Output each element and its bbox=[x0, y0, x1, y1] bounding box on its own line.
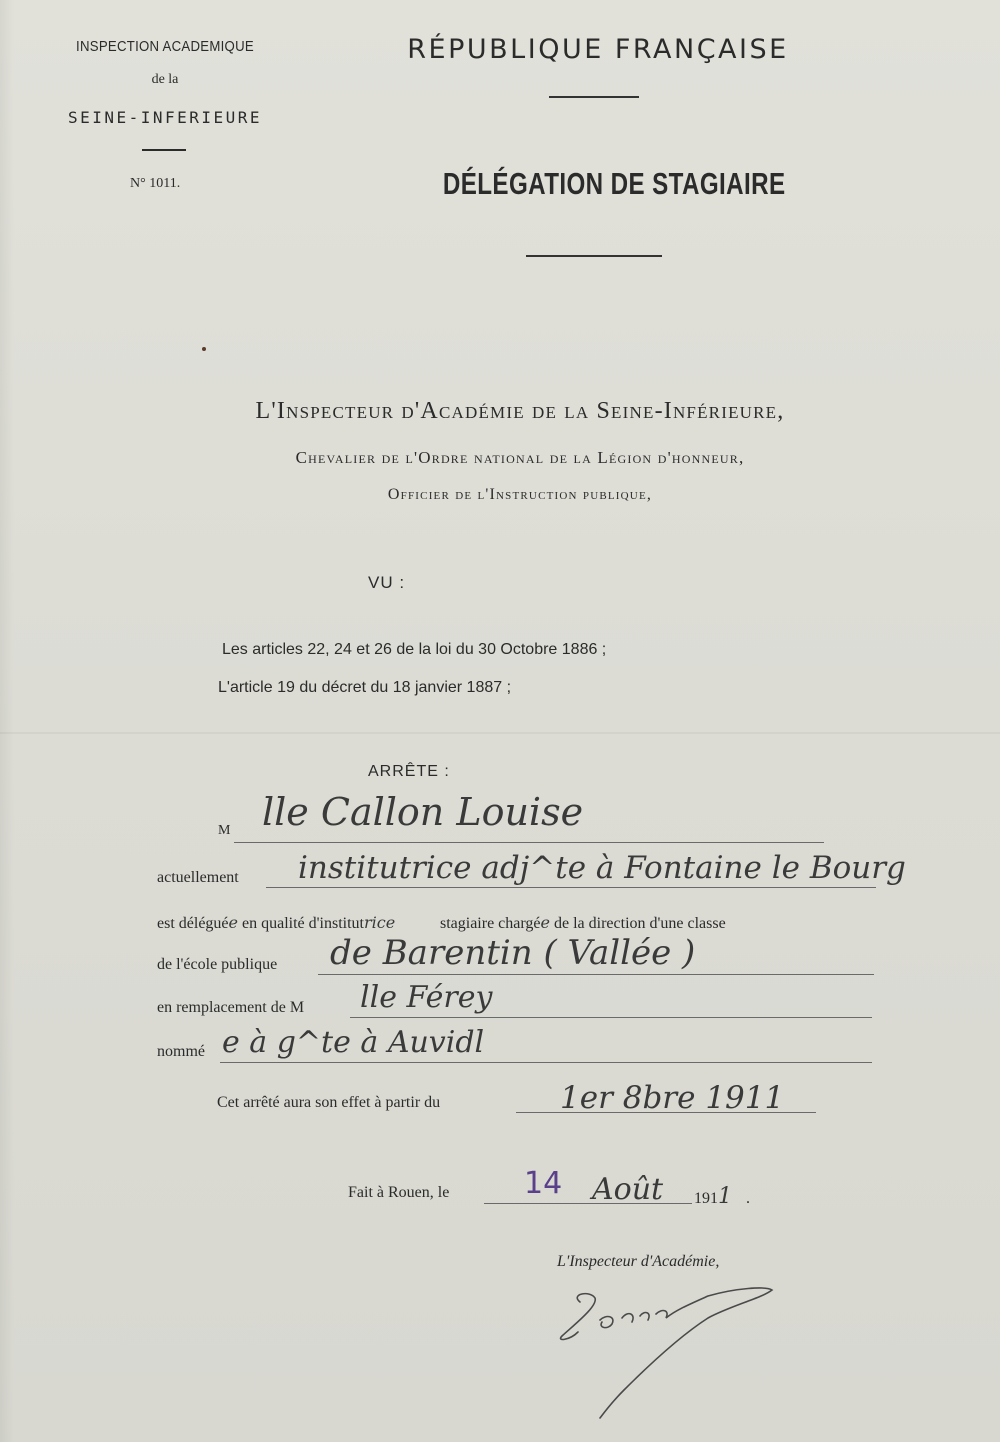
actuellement-handwritten-value: institutrice adj^te à Fontaine le Bourg bbox=[298, 850, 906, 886]
vu-item: L'article 19 du décret du 18 janvier 1887 ; bbox=[218, 679, 512, 696]
handwritten-signature bbox=[540, 1280, 790, 1425]
stagiaire-label: stagiaire chargé bbox=[439, 915, 541, 932]
m-handwritten-value: lle Callon Louise bbox=[262, 790, 584, 834]
signature-label: L'Inspecteur d'Académie, bbox=[557, 1253, 720, 1270]
republique-divider bbox=[549, 96, 639, 98]
ink-spot bbox=[202, 347, 206, 351]
actuellement-fill-line bbox=[266, 887, 876, 888]
m-label: M bbox=[218, 823, 231, 838]
vu-item: Les articles 22, 24 et 26 de la loi du 30 Octobre 1886 ; bbox=[222, 641, 607, 658]
effet-handwritten-value: 1er 8bre 1911 bbox=[560, 1080, 785, 1116]
fait-year-suffix: 1 bbox=[718, 1184, 732, 1209]
qualite-label: en qualité d'institut bbox=[242, 915, 364, 932]
remplacement-label: en remplacement de M bbox=[157, 999, 305, 1016]
delegue-suffix: e bbox=[228, 913, 238, 932]
ecole-handwritten-value: de Barentin ( Vallée ) bbox=[330, 933, 696, 973]
inspection-academique-heading: INSPECTION ACADEMIQUE bbox=[76, 38, 254, 55]
title-divider bbox=[526, 255, 662, 257]
stagiaire-suffix: e bbox=[540, 913, 550, 932]
nomme-label: nommé bbox=[157, 1043, 205, 1060]
fait-month-handwritten: Août bbox=[592, 1172, 664, 1207]
authority-line-3: Officier de l'Instruction publique, bbox=[387, 486, 653, 503]
remplacement-fill-line bbox=[350, 1017, 872, 1018]
department-heading: SEINE-INFERIEURE bbox=[67, 108, 263, 127]
republique-heading: RÉPUBLIQUE FRANÇAISE bbox=[407, 34, 789, 65]
actuellement-label: actuellement bbox=[157, 869, 239, 886]
vu-heading: VU : bbox=[368, 573, 406, 592]
fait-label: Fait à Rouen, le bbox=[348, 1184, 450, 1201]
m-fill-line bbox=[234, 842, 824, 843]
effet-label: Cet arrêté aura son effet à partir du bbox=[217, 1094, 441, 1111]
direction-label: de la direction d'une classe bbox=[554, 915, 726, 932]
document-number: N° 1011. bbox=[130, 176, 181, 191]
delegue-line bbox=[157, 913, 726, 933]
qualite-suffix: rice bbox=[363, 913, 396, 932]
paper-fold bbox=[0, 732, 1000, 734]
de-la-text: de la bbox=[151, 72, 179, 87]
fait-year bbox=[694, 1184, 750, 1209]
fait-day-stamp: 14 bbox=[524, 1166, 563, 1201]
nomme-fill-line bbox=[220, 1062, 872, 1063]
ecole-label: de l'école publique bbox=[157, 956, 278, 973]
ecole-fill-line bbox=[318, 974, 874, 975]
remplacement-handwritten-value: lle Férey bbox=[360, 980, 493, 1015]
fait-year-prefix: 191 bbox=[694, 1190, 718, 1207]
fait-end: . bbox=[746, 1190, 750, 1207]
header-divider bbox=[142, 149, 186, 151]
authority-line-2: Chevalier de l'Ordre national de la Légion d'honneur, bbox=[295, 448, 745, 467]
arrete-heading: ARRÊTE : bbox=[368, 763, 450, 780]
authority-line-1: L'Inspecteur d'Académie de la Seine-Inférieure, bbox=[255, 398, 785, 424]
document-title: DÉLÉGATION DE STAGIAIRE bbox=[442, 166, 786, 201]
delegue-label: est délégué bbox=[157, 915, 229, 932]
nomme-handwritten-value: e à g^te à Auvidl bbox=[222, 1025, 485, 1060]
